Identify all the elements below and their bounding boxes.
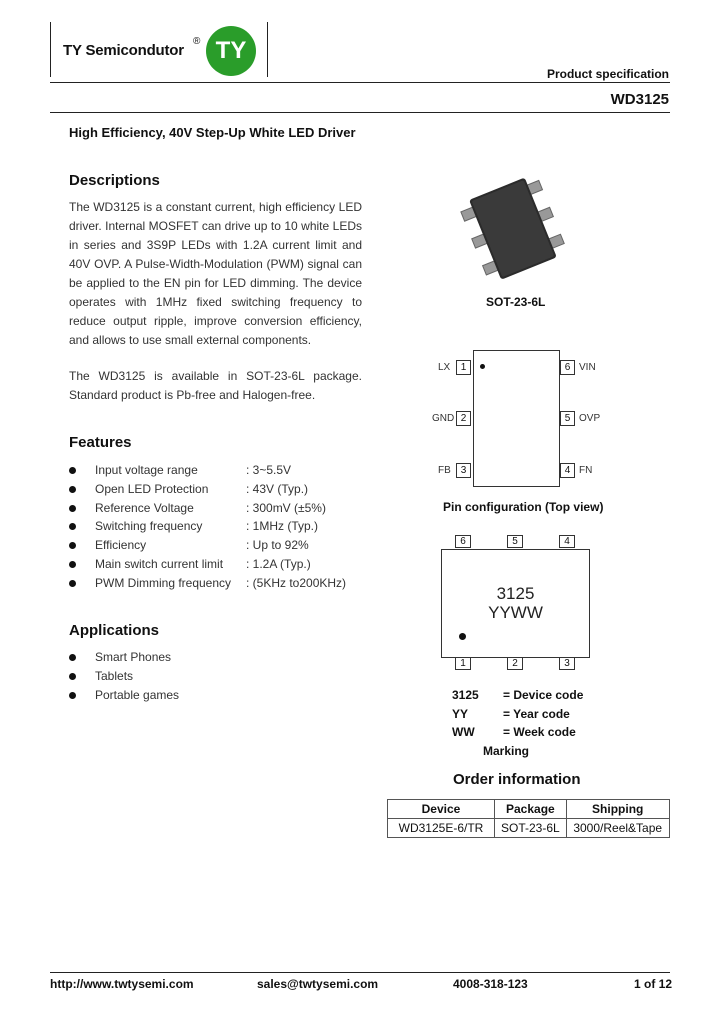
- bullet-icon: [69, 486, 76, 493]
- feature-label: Switching frequency: [95, 519, 203, 534]
- cell-device: WD3125E-6/TR: [388, 819, 495, 838]
- legend-desc-device: = Device code: [503, 688, 584, 702]
- pin-name-gnd: GND: [432, 413, 455, 424]
- feature-item: [69, 555, 369, 574]
- pin1-marker: [480, 364, 485, 369]
- pinout-body: [473, 350, 560, 487]
- feature-value: : (5KHz to200KHz): [246, 575, 347, 590]
- marking-body: [441, 549, 590, 658]
- pin-name-fn: FN: [579, 465, 593, 476]
- pin-number-5: 5: [560, 411, 575, 426]
- bullet-icon: [69, 580, 76, 587]
- marking-caption: Marking: [483, 744, 530, 758]
- feature-item: [69, 461, 369, 480]
- part-number-rule: [50, 112, 670, 113]
- description-paragraph-2: The WD3125 is available in SOT-23-6L package. Standard product is Pb-free and Halogen-free.: [69, 369, 362, 402]
- legend-code-3125: 3125: [452, 688, 479, 702]
- package-caption: SOT-23-6L: [486, 295, 546, 309]
- bullet-icon: [69, 467, 76, 474]
- column-header-package: Package: [495, 800, 567, 819]
- pin-number-4: 4: [560, 463, 575, 478]
- applications-heading: Applications: [69, 622, 160, 639]
- application-item: [69, 686, 269, 705]
- bullet-icon: [69, 542, 76, 549]
- company-name: TY Semicondutor: [63, 42, 184, 59]
- application-label: Tablets: [95, 668, 134, 683]
- column-header-shipping: Shipping: [566, 800, 669, 819]
- bullet-icon: [69, 523, 76, 530]
- marking-pin1-dot: [459, 633, 466, 640]
- footer-website-link[interactable]: http://www.twtysemi.com: [50, 977, 194, 991]
- feature-item: [69, 499, 369, 518]
- cell-shipping: 3000/Reel&Tape: [566, 819, 669, 838]
- footer-phone: 4008-318-123: [453, 977, 528, 991]
- bullet-icon: [69, 692, 76, 699]
- marking-lead-5: 5: [507, 535, 523, 548]
- legend-desc-week: = Week code: [503, 725, 576, 739]
- feature-value: : 1MHz (Typ.): [246, 519, 319, 534]
- pin-name-lx: LX: [438, 362, 451, 373]
- feature-item: [69, 574, 369, 593]
- legend-code-yy: YY: [452, 707, 469, 721]
- header-left-rule: [50, 22, 51, 77]
- order-table: [387, 799, 670, 838]
- feature-value: : 300mV (±5%): [246, 500, 326, 515]
- footer-page-number: 1 of 12: [633, 977, 672, 991]
- marking-lead-3: 3: [559, 657, 575, 670]
- pin-name-vin: VIN: [579, 362, 596, 373]
- marking-lead-2: 2: [507, 657, 523, 670]
- feature-label: Main switch current limit: [95, 556, 224, 571]
- company-logo: TY: [206, 26, 256, 76]
- table-header-row: [388, 800, 670, 819]
- cell-package: SOT-23-6L: [495, 819, 567, 838]
- feature-value: : 1.2A (Typ.): [246, 556, 311, 571]
- features-list: [69, 461, 369, 593]
- legend-desc-year: = Year code: [503, 707, 570, 721]
- feature-value: : 3~5.5V: [246, 463, 292, 477]
- application-label: Smart Phones: [95, 650, 172, 664]
- marking-lead-1: 1: [455, 657, 471, 670]
- applications-list: [69, 648, 269, 704]
- marking-device-code: 3125: [496, 584, 535, 603]
- marking-date-code: YYWW: [488, 603, 543, 622]
- column-header-device: Device: [388, 800, 495, 819]
- feature-item: [69, 517, 369, 536]
- feature-label: Input voltage range: [95, 463, 198, 477]
- bullet-icon: [69, 654, 76, 661]
- application-label: Portable games: [95, 687, 180, 702]
- order-info-title: Order information: [453, 771, 581, 788]
- table-row: [388, 819, 670, 838]
- feature-value: : 43V (Typ.): [246, 481, 309, 496]
- bullet-icon: [69, 673, 76, 680]
- pin-number-3: 3: [456, 463, 471, 478]
- feature-label: Open LED Protection: [95, 481, 209, 496]
- header-bottom-rule: [50, 82, 670, 83]
- pin-number-1: 1: [456, 360, 471, 375]
- feature-label: PWM Dimming frequency: [95, 575, 232, 590]
- application-item: [69, 667, 269, 686]
- description-paragraph-1: The WD3125 is a constant current, high efficiency LED driver. Internal MOSFET can drive up to 10 white LEDs in series and 3S9P LEDs with 1.2A current limit and 40V OVP. A Pulse-Width-Modulation (PWM) signal can be applied to the EN pin for LED dimming. The device operates with 1MHz fixed switching frequency to reduce output ripple, improve conversion efficiency, and allows to use small external components.: [69, 200, 362, 347]
- pin-number-6: 6: [560, 360, 575, 375]
- registered-mark: ®: [193, 36, 201, 47]
- product-subtitle: High Efficiency, 40V Step-Up White LED Driver: [69, 125, 356, 140]
- part-number: WD3125: [610, 91, 669, 108]
- marking-lead-6: 6: [455, 535, 471, 548]
- pin-name-fb: FB: [438, 465, 451, 476]
- feature-label: Efficiency: [95, 538, 147, 553]
- legend-code-ww: WW: [452, 725, 475, 739]
- pin-number-2: 2: [456, 411, 471, 426]
- pin-config-caption: Pin configuration (Top view): [443, 500, 604, 514]
- feature-item: [69, 480, 369, 499]
- feature-item: [69, 536, 369, 555]
- feature-label: Reference Voltage: [95, 500, 194, 515]
- application-item: [69, 648, 269, 667]
- bullet-icon: [69, 505, 76, 512]
- pin-name-ovp: OVP: [579, 413, 601, 424]
- doc-type: Product specification: [546, 67, 669, 81]
- header-right-rule: [267, 22, 268, 77]
- descriptions-heading: Descriptions: [69, 172, 160, 189]
- footer-rule: [50, 972, 670, 973]
- bullet-icon: [69, 561, 76, 568]
- footer-email-link[interactable]: sales@twtysemi.com: [257, 977, 379, 991]
- feature-value: : Up to 92%: [246, 538, 309, 553]
- marking-lead-4: 4: [559, 535, 575, 548]
- sot23-package-image: [455, 172, 570, 287]
- features-heading: Features: [69, 434, 132, 451]
